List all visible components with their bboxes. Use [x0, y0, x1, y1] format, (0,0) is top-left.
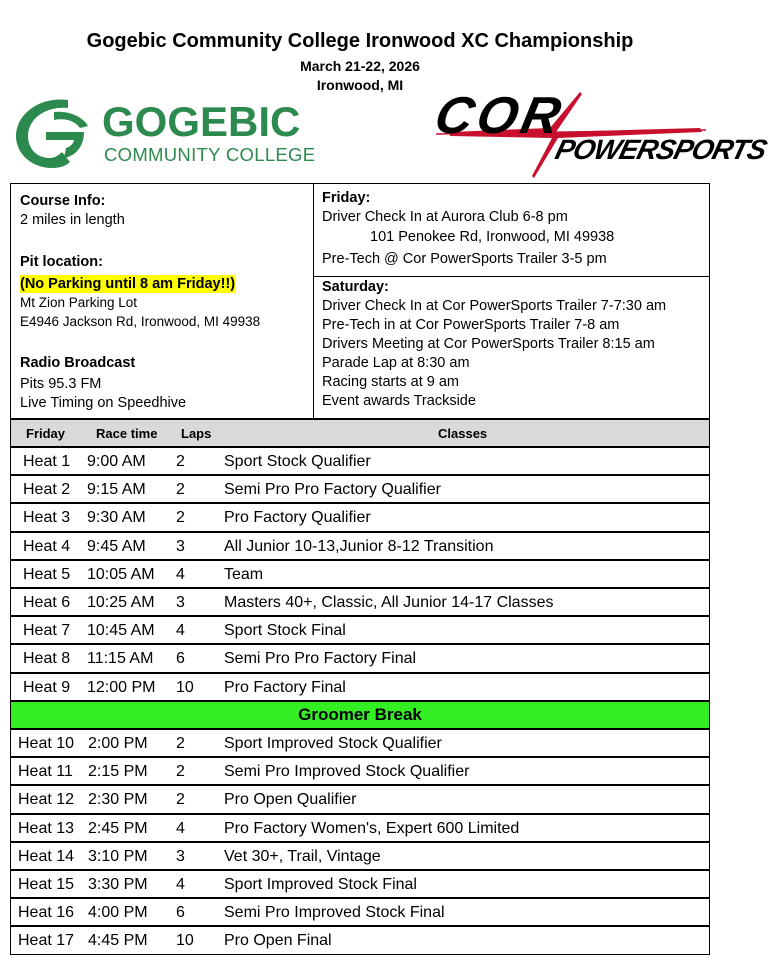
- friday-panel: [313, 184, 709, 277]
- pit-lot: Mt Zion Parking Lot: [20, 295, 138, 310]
- class-cell: Vet 30+, Trail, Vintage: [224, 847, 381, 865]
- table-row: [10, 644, 710, 672]
- class-cell: Pro Factory Women's, Expert 600 Limited: [224, 819, 520, 837]
- cor-logo-sub: POWERSPORTS: [552, 134, 769, 165]
- table-row: [10, 729, 710, 757]
- race-time-cell: 2:00 PM: [88, 735, 148, 752]
- header-laps: Laps: [181, 426, 212, 441]
- heat-cell: Heat 11: [18, 763, 73, 781]
- table-row: [10, 503, 710, 531]
- laps-cell: 2: [176, 791, 185, 809]
- class-cell: Sport Improved Stock Final: [224, 876, 417, 893]
- race-time-cell: 9:30 AM: [87, 509, 146, 527]
- heat-cell: Heat 17: [18, 932, 75, 950]
- table-row: [10, 814, 710, 842]
- table-row: [10, 588, 710, 616]
- laps-cell: 10: [176, 932, 194, 950]
- saturday-line: Driver Check In at Cor PowerSports Trailer 7-7:30 am: [322, 298, 667, 314]
- race-time-cell: 12:00 PM: [87, 678, 156, 696]
- laps-cell: 2: [176, 453, 185, 470]
- heat-cell: Heat 6: [23, 594, 71, 611]
- course-length: 2 miles in length: [20, 212, 125, 228]
- race-time-cell: 10:05 AM: [87, 565, 155, 583]
- class-cell: Pro Open Final: [224, 932, 332, 950]
- laps-cell: 6: [176, 904, 185, 922]
- class-cell: Semi Pro Pro Factory Final: [224, 650, 417, 668]
- class-cell: Pro Factory Qualifier: [224, 509, 371, 527]
- table-row: [10, 673, 710, 701]
- race-time-cell: 10:25 AM: [87, 594, 155, 611]
- heat-cell: Heat 13: [18, 819, 75, 837]
- groomer-break-row: Groomer Break: [10, 701, 710, 729]
- table-row: [10, 475, 710, 503]
- saturday-line: Event awards Trackside: [322, 393, 476, 409]
- table-row: [10, 447, 710, 475]
- class-cell: Semi Pro Pro Factory Qualifier: [224, 481, 441, 499]
- class-cell: Pro Open Qualifier: [224, 791, 357, 809]
- header-day: Friday: [26, 426, 66, 441]
- race-time-cell: 9:00 AM: [87, 453, 146, 470]
- class-cell: All Junior 10-13,Junior 8-12 Transition: [224, 537, 494, 555]
- laps-cell: 4: [176, 622, 185, 640]
- race-time-cell: 2:15 PM: [88, 763, 148, 781]
- course-info-panel: [11, 184, 314, 418]
- table-row: [10, 532, 710, 560]
- course-heading: Course Info:: [20, 193, 106, 209]
- race-time-cell: 3:10 PM: [88, 847, 148, 865]
- gogebic-logo-name: GOGEBIC: [102, 98, 301, 145]
- race-time-cell: 11:15 AM: [87, 650, 154, 668]
- laps-cell: 6: [176, 650, 185, 668]
- laps-cell: 3: [176, 594, 185, 611]
- friday-line: Pre-Tech @ Cor PowerSports Trailer 3-5 pm: [322, 251, 607, 267]
- event-title: Gogebic Community College Ironwood XC Championship: [86, 30, 634, 52]
- laps-cell: 3: [176, 537, 185, 555]
- heat-cell: Heat 9: [23, 678, 71, 696]
- radio-heading: Radio Broadcast: [20, 355, 136, 371]
- heat-cell: Heat 7: [23, 622, 71, 640]
- class-cell: Sport Stock Final: [224, 622, 346, 640]
- table-row: [10, 757, 710, 785]
- table-row: [10, 870, 710, 898]
- saturday-line: Parade Lap at 8:30 am: [322, 355, 470, 371]
- friday-line: 101 Penokee Rd, Ironwood, MI 49938: [370, 229, 615, 245]
- table-row: [10, 898, 710, 926]
- live-timing: Live Timing on Speedhive: [20, 395, 187, 411]
- heat-cell: Heat 4: [23, 537, 71, 555]
- heat-cell: Heat 5: [23, 565, 71, 583]
- class-cell: Masters 40+, Classic, All Junior 14-17 Classes: [224, 594, 554, 611]
- heat-cell: Heat 16: [18, 904, 75, 922]
- laps-cell: 3: [176, 847, 185, 865]
- heat-cell: Heat 8: [23, 650, 71, 668]
- race-time-cell: 2:45 PM: [88, 819, 148, 837]
- saturday-line: Pre-Tech in at Cor PowerSports Trailer 7-8 am: [322, 317, 620, 333]
- laps-cell: 2: [176, 763, 185, 781]
- race-time-cell: 4:45 PM: [88, 932, 148, 950]
- heat-cell: Heat 12: [18, 791, 75, 809]
- class-cell: Team: [224, 565, 264, 583]
- radio-frequency: Pits 95.3 FM: [20, 376, 102, 392]
- saturday-heading: Saturday:: [322, 279, 389, 295]
- heat-cell: Heat 10: [18, 735, 75, 752]
- table-row: [10, 785, 710, 813]
- laps-cell: 4: [176, 565, 185, 583]
- event-location: Ironwood, MI: [316, 77, 404, 93]
- header-classes: Classes: [438, 426, 488, 441]
- race-time-cell: 9:15 AM: [87, 481, 146, 499]
- laps-cell: 2: [176, 735, 185, 752]
- heat-cell: Heat 3: [23, 509, 71, 527]
- info-box: [10, 183, 710, 419]
- race-time-cell: 9:45 AM: [87, 537, 146, 555]
- laps-cell: 10: [176, 678, 194, 696]
- pit-heading: Pit location:: [20, 254, 103, 270]
- heat-cell: Heat 2: [23, 481, 71, 499]
- class-cell: Semi Pro Improved Stock Final: [224, 904, 445, 922]
- event-dates: March 21-22, 2026: [300, 58, 420, 74]
- cor-logo-name: COR: [429, 87, 570, 145]
- friday-heading: Friday:: [322, 190, 371, 206]
- gogebic-logo: [10, 92, 320, 172]
- heat-cell: Heat 15: [18, 876, 75, 893]
- class-cell: Pro Factory Final: [224, 678, 346, 696]
- class-cell: Sport Stock Qualifier: [224, 453, 371, 470]
- gogebic-swoosh-icon: [10, 92, 100, 172]
- table-row: [10, 842, 710, 870]
- race-time-cell: 2:30 PM: [88, 791, 148, 809]
- header-race-time: Race time: [96, 426, 158, 441]
- saturday-line: Drivers Meeting at Cor PowerSports Trailer 8:15 am: [322, 336, 655, 352]
- schedule-header: [10, 419, 710, 447]
- friday-line: Driver Check In at Aurora Club 6-8 pm: [322, 209, 568, 225]
- heat-cell: Heat 14: [18, 847, 75, 865]
- heat-cell: Heat 1: [23, 453, 71, 470]
- table-row: [10, 926, 710, 954]
- race-time-cell: 10:45 AM: [87, 622, 155, 640]
- pit-address: E4946 Jackson Rd, Ironwood, MI 49938: [20, 314, 261, 329]
- saturday-panel: [313, 276, 709, 418]
- saturday-line: Racing starts at 9 am: [322, 374, 459, 390]
- class-cell: Sport Improved Stock Qualifier: [224, 735, 442, 752]
- pit-warning: (No Parking until 8 am Friday!!): [20, 276, 236, 292]
- class-cell: Semi Pro Improved Stock Qualifier: [224, 763, 470, 781]
- gogebic-logo-sub: COMMUNITY COLLEGE: [104, 144, 316, 165]
- table-row: [10, 560, 710, 588]
- race-time-cell: 3:30 PM: [88, 876, 148, 893]
- race-time-cell: 4:00 PM: [88, 904, 148, 922]
- cor-powersports-logo: [429, 84, 769, 180]
- laps-cell: 2: [176, 481, 185, 499]
- laps-cell: 2: [176, 509, 185, 527]
- laps-cell: 4: [176, 876, 185, 893]
- laps-cell: 4: [176, 819, 185, 837]
- table-row: [10, 616, 710, 644]
